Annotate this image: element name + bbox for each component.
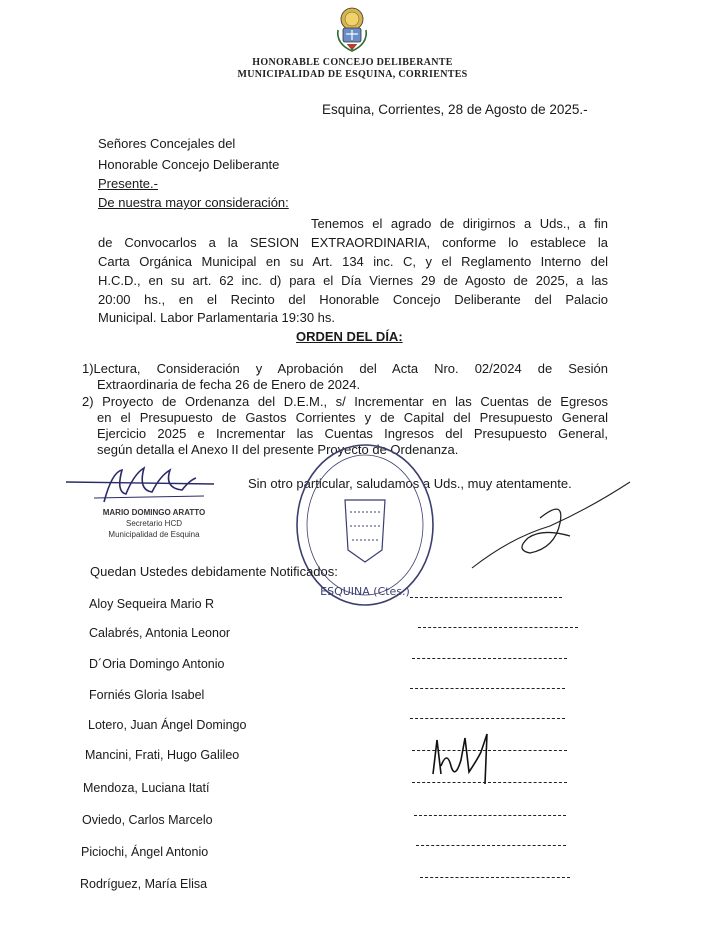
agenda-item-2-line-4: según detalla el Anexo II del presente Proyecto de Ordenanza. xyxy=(97,442,459,457)
orden-del-dia-title: ORDEN DEL DÍA: xyxy=(296,329,403,344)
signature-line xyxy=(418,627,578,628)
councillor-name: Mancini, Frati, Hugo Galileo xyxy=(85,748,240,762)
agenda-item-2-line-2: en el Presupuesto de Gastos Corrientes y de Capital del Presupuesto General xyxy=(97,410,608,425)
agenda-item-1-line-2: Extraordinaria de fecha 26 de Enero de 2024. xyxy=(97,377,361,392)
notified-heading: Quedan Ustedes debidamente Notificados: xyxy=(90,564,338,579)
councillor-name: Aloy Sequeira Mario R xyxy=(89,597,215,611)
header-council-name: HONORABLE CONCEJO DELIBERANTE xyxy=(252,57,453,68)
signatory-org: Municipalidad de Esquina xyxy=(108,530,200,539)
body-line-4: H.C.D., en su art. 62 inc. d) para el Día Viernes 29 de Agosto de 2025, a las xyxy=(98,273,608,288)
addressee-line-2: Honorable Concejo Deliberante xyxy=(98,157,280,172)
agenda-item-2-line-3: Ejercicio 2025 e Incrementar las Cuentas Ingresos del Presupuesto General, xyxy=(97,426,608,441)
addressee-line-4: De nuestra mayor consideración: xyxy=(98,195,289,210)
signatory-name: MARIO DOMINGO ARATTO xyxy=(102,508,206,517)
body-line-3: Carta Orgánica Municipal en su Art. 134 inc. C, y el Reglamento Interno del xyxy=(98,254,608,269)
councillor-name: Lotero, Juan Ángel Domingo xyxy=(88,718,247,732)
header-municipality: MUNICIPALIDAD DE ESQUINA, CORRIENTES xyxy=(237,69,468,80)
president-handwritten-signature xyxy=(470,478,635,578)
body-line-6: Municipal. Labor Parlamentaria 19:30 hs. xyxy=(98,310,336,325)
councillor-name: Mendoza, Luciana Itatí xyxy=(83,781,210,795)
official-oval-stamp xyxy=(290,440,440,610)
body-line-2: de Convocarlos a la SESION EXTRAORDINARIA, conforme lo establece la xyxy=(98,235,608,250)
signatory-block xyxy=(84,507,224,540)
addressee-line-3: Presente.- xyxy=(98,176,158,191)
body-line-5: 20:00 hs., en el Recinto del Honorable Concejo Deliberante del Palacio xyxy=(98,292,608,307)
councillor-name: Rodríguez, María Elisa xyxy=(80,877,208,891)
closing-salutation: Sin otro particular, saludamos a Uds., muy atentamente. xyxy=(248,476,572,491)
signature-line xyxy=(414,815,566,816)
signature-line xyxy=(416,845,566,846)
councillor-name: Piciochi, Ángel Antonio xyxy=(81,845,209,859)
addressee-line-1: Señores Concejales del xyxy=(98,136,236,151)
signatory-title: Secretario HCD xyxy=(125,519,182,528)
stamp-text: ESQUINA (Ctes.) xyxy=(320,585,410,598)
body-line-1: Tenemos el agrado de dirigirnos a Uds., a fin xyxy=(311,216,608,231)
agenda-item-2-line-1: 2) Proyecto de Ordenanza del D.E.M., s/ Incrementar en las Cuentas de Egresos xyxy=(82,394,608,409)
signature-line xyxy=(412,782,567,783)
coat-of-arms-logo xyxy=(332,4,372,54)
councillor-name: D´Oria Domingo Antonio xyxy=(89,657,225,671)
document-date: Esquina, Corrientes, 28 de Agosto de 2025.- xyxy=(322,102,588,117)
councillor-name: Oviedo, Carlos Marcelo xyxy=(82,813,213,827)
councillor-name: Forniés Gloria Isabel xyxy=(89,688,205,702)
councillor-handwritten-signature xyxy=(425,730,505,788)
signature-line xyxy=(420,877,570,878)
agenda-item-1-line-1: 1)Lectura, Consideración y Aprobación del Acta Nro. 02/2024 de Sesión xyxy=(82,361,608,376)
councillor-name: Calabrés, Antonia Leonor xyxy=(89,626,231,640)
signature-line xyxy=(410,597,562,598)
signature-line xyxy=(410,718,565,719)
signature-line xyxy=(410,688,565,689)
signature-line xyxy=(412,658,567,659)
